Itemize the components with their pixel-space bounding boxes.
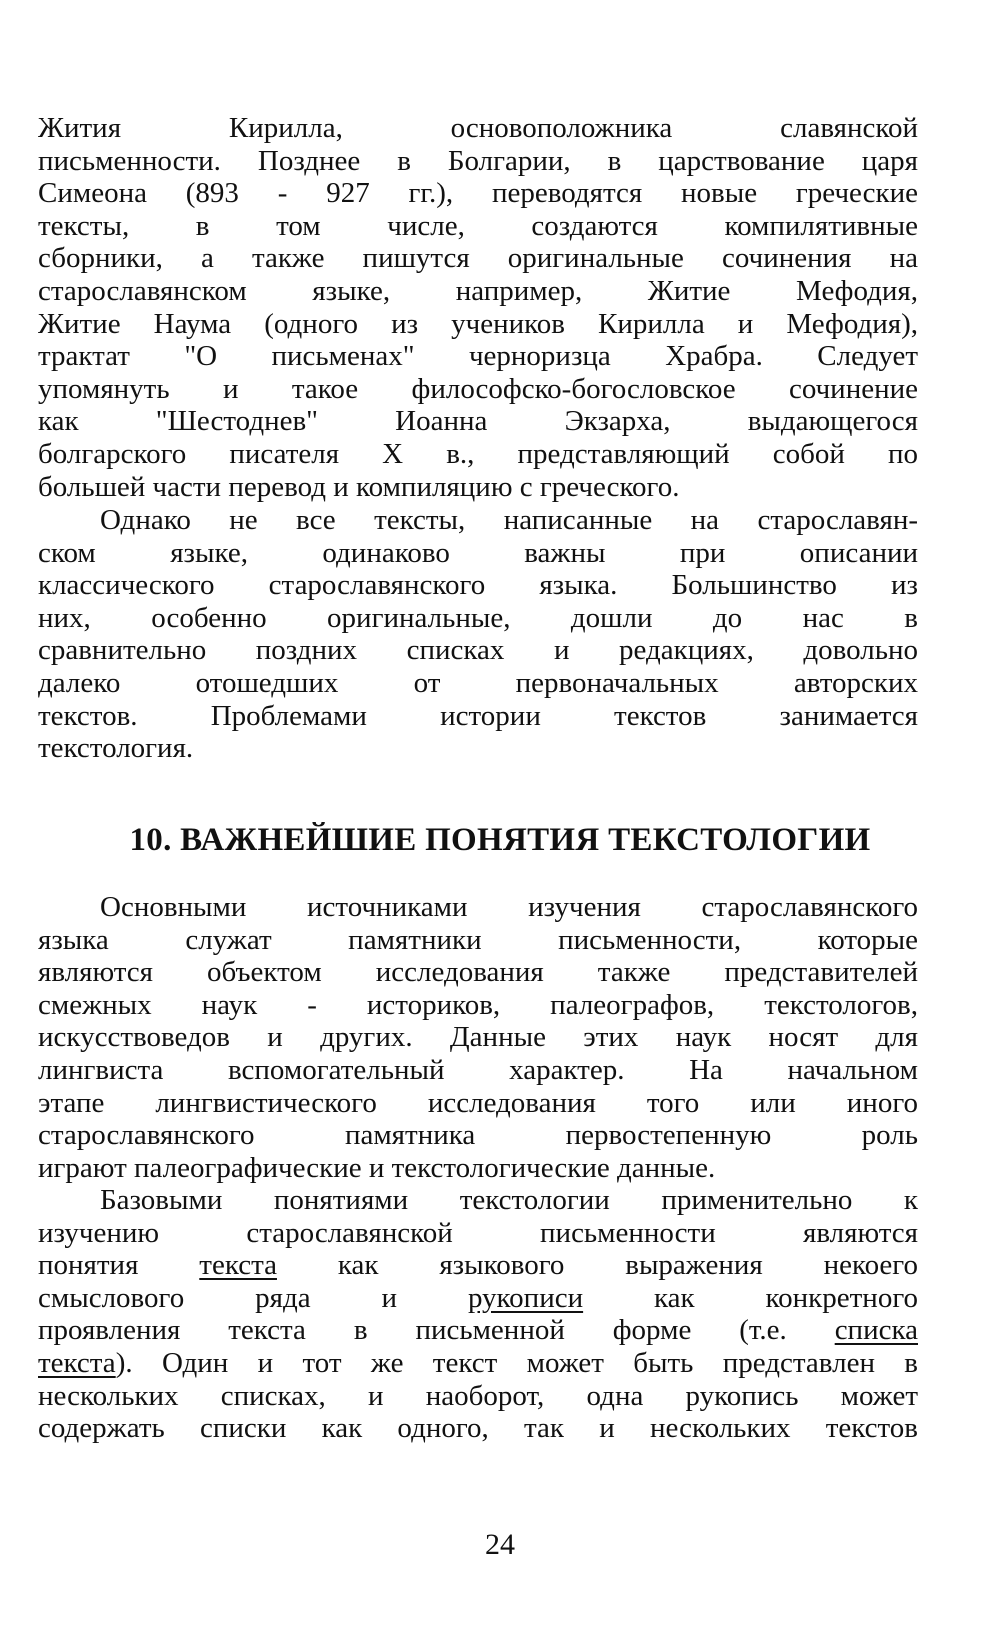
text-fragment: ). Один и тот же текст может быть представлен в (115, 1346, 918, 1379)
text-line (38, 1347, 918, 1380)
text-line: классического старославянского языка. Большинство из (38, 569, 918, 602)
text-line: изучению старославянской письменности являются (38, 1216, 918, 1249)
text-line: Житие Наума (одного из учеников Кирилла и Мефодия), (38, 307, 918, 340)
paragraph-4 (38, 1184, 918, 1445)
underlined-term: текста (38, 1346, 116, 1379)
text-line: них, особенно оригинальные, дошли до нас в (38, 601, 918, 634)
text-line: являются объектом исследования также представителей (38, 956, 918, 989)
paragraph-1 (38, 112, 918, 503)
text-line: Однако не все тексты, написанные на старославян- (100, 504, 918, 536)
text-line (38, 1314, 918, 1347)
text-line: нескольких списках, и наоборот, одна рукопись может (38, 1379, 918, 1412)
text-line: старославянском языке, например, Житие Мефодия, (38, 274, 918, 307)
text-line: языка служат памятники письменности, которые (38, 923, 918, 956)
text-line: Симеона (893 - 927 гг.), переводятся новые греческие (38, 177, 918, 210)
paragraph-2 (38, 504, 918, 765)
text-line: далеко отошедших от первоначальных авторских (38, 666, 918, 699)
text-fragment: как языкового выражения некоего (276, 1249, 918, 1282)
text-line: играют палеографические и текстологические данные. (38, 1151, 716, 1184)
text-fragment: проявления текста в письменной форме (т.е. (38, 1314, 835, 1347)
text-line: большей части перевод и компиляцию с греческого. (38, 470, 680, 503)
underlined-term: текста (199, 1249, 277, 1282)
underlined-term: списка (834, 1314, 918, 1347)
text-line: старославянского памятника первостепенную роль (38, 1119, 918, 1152)
text-line: как "Шестоднев" Иоанна Экзарха, выдающегося (38, 405, 918, 438)
text-line: Базовыми понятиями текстологии применительно к (100, 1184, 918, 1216)
text-line: текстология. (38, 732, 194, 765)
text-line: Основными источниками изучения старославянского (100, 891, 918, 923)
text-line (38, 1249, 918, 1282)
text-fragment: как конкретного (583, 1281, 919, 1314)
text-line: письменности. Позднее в Болгарии, в царствование царя (38, 144, 918, 177)
text-line: искусствоведов и других. Данные этих наук носят для (38, 1021, 918, 1054)
paragraph-3 (38, 891, 918, 1184)
text-line: ском языке, одинаково важны при описании (38, 536, 918, 569)
section-heading: 10. ВАЖНЕЙШИЕ ПОНЯТИЯ ТЕКСТОЛОГИИ (129, 822, 871, 858)
text-fragment: смыслового ряда и (38, 1281, 468, 1314)
text-line: трактат "О письменах" черноризца Храбра. Следует (38, 340, 918, 373)
text-line: лингвиста вспомогательный характер. На начальном (38, 1053, 918, 1086)
text-line: содержать списки как одного, так и нескольких текстов (38, 1412, 918, 1445)
text-line: болгарского писателя X в., представляющий собой по (38, 437, 918, 470)
underlined-term: рукописи (467, 1281, 584, 1314)
text-line: этапе лингвистического исследования того или иного (38, 1086, 918, 1119)
text-line: смежных наук - историков, палеографов, текстологов, (38, 988, 918, 1021)
page-number: 24 (485, 1528, 515, 1561)
text-line: текстов. Проблемами истории текстов занимается (38, 699, 918, 732)
text-line: сборники, а также пишутся оригинальные сочинения на (38, 242, 918, 275)
text-fragment: понятия (38, 1249, 200, 1282)
text-line: упомянуть и такое философско-богословское сочинение (38, 372, 918, 405)
text-line: тексты, в том числе, создаются компилятивные (38, 209, 918, 242)
text-line: сравнительно поздних списках и редакциях, довольно (38, 634, 918, 667)
text-line: Жития Кирилла, основоположника славянской (38, 112, 918, 144)
text-line (38, 1282, 918, 1315)
